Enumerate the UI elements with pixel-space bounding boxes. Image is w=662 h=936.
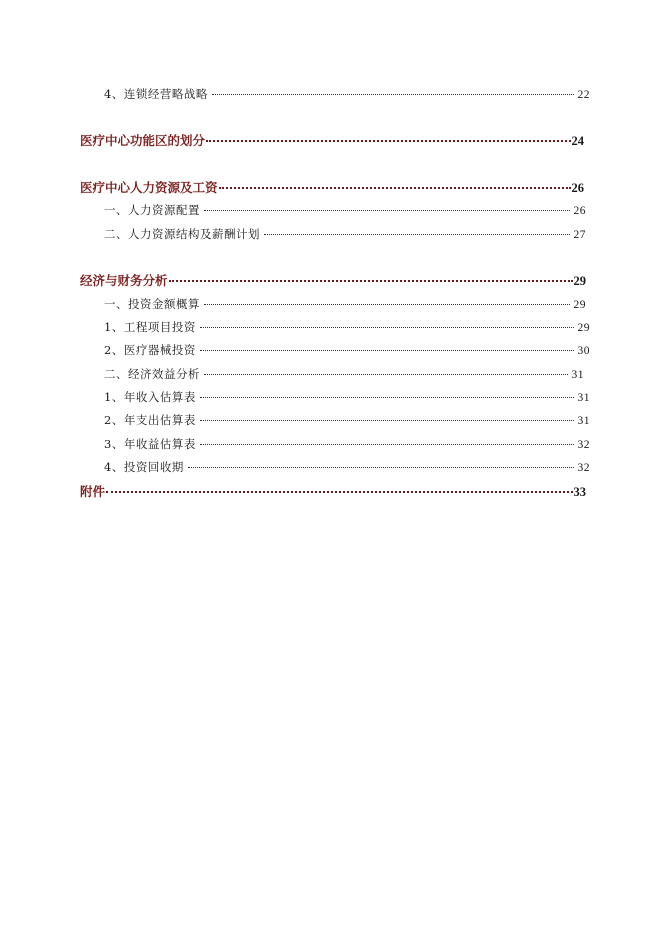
toc-entry-label: 经济与财务分析 xyxy=(80,273,168,288)
toc-entry-label: 医疗中心功能区的划分 xyxy=(80,133,206,148)
toc-entry[interactable] xyxy=(104,86,590,102)
toc-entry[interactable] xyxy=(104,459,590,475)
toc-page-number: 30 xyxy=(577,345,590,357)
toc-page-number: 24 xyxy=(571,134,584,148)
toc-page-number: 32 xyxy=(577,439,590,451)
toc-entry-label: 1、工程项目投资 xyxy=(104,320,196,334)
toc-leader xyxy=(169,279,573,282)
toc-page-number: 31 xyxy=(577,392,590,404)
toc-entry[interactable] xyxy=(104,319,590,335)
toc-leader xyxy=(204,373,568,375)
toc-entry-label: 二、人力资源结构及薪酬计划 xyxy=(104,227,260,241)
toc-entry[interactable] xyxy=(104,226,586,242)
toc-entry[interactable] xyxy=(104,366,584,382)
toc-entry-label: 1、年收入估算表 xyxy=(104,390,196,404)
toc-page-number: 22 xyxy=(577,89,590,101)
toc-entry-label: 一、投资金额概算 xyxy=(104,297,200,311)
toc-entry-major[interactable] xyxy=(80,271,586,289)
toc-leader xyxy=(200,396,574,398)
toc-entry[interactable] xyxy=(104,202,586,218)
toc-leader xyxy=(264,233,570,235)
toc-page-number: 32 xyxy=(577,462,590,474)
toc-leader xyxy=(219,186,571,189)
toc-entry-label: 3、年收益估算表 xyxy=(104,437,196,451)
toc-leader xyxy=(206,139,570,142)
toc-entry[interactable] xyxy=(104,412,590,428)
toc-page-number: 33 xyxy=(573,485,586,499)
toc-entry-major[interactable] xyxy=(80,482,586,500)
toc-page-number: 26 xyxy=(573,205,586,217)
toc-entry-label: 2、医疗器械投资 xyxy=(104,343,196,357)
toc-leader xyxy=(200,419,574,421)
toc-entry[interactable] xyxy=(104,436,590,452)
toc-entry-label: 4、投资回收期 xyxy=(104,460,184,474)
toc-leader xyxy=(204,303,570,305)
toc-page-number: 29 xyxy=(577,322,590,334)
toc-leader xyxy=(200,443,574,445)
toc-leader xyxy=(106,490,572,493)
toc-entry-major[interactable] xyxy=(80,131,584,149)
toc-leader xyxy=(204,209,570,211)
toc-entry-label: 4、连锁经营略战略 xyxy=(104,87,208,101)
toc-entry-major[interactable] xyxy=(80,178,584,196)
toc-page-number: 31 xyxy=(577,415,590,427)
toc-entry[interactable] xyxy=(104,389,590,405)
toc-entry[interactable] xyxy=(104,342,590,358)
toc-entry-label: 医疗中心人力资源及工资 xyxy=(80,180,218,195)
toc-leader xyxy=(212,93,574,95)
toc-entry-label: 一、人力资源配置 xyxy=(104,203,200,217)
toc-page-number: 31 xyxy=(571,369,584,381)
toc-page-number: 26 xyxy=(571,181,584,195)
toc-page-number: 29 xyxy=(573,274,586,288)
toc-entry[interactable] xyxy=(104,296,586,312)
toc-page-number: 27 xyxy=(573,229,586,241)
toc-entry-label: 附件 xyxy=(80,484,106,499)
toc-entry-label: 二、经济效益分析 xyxy=(104,367,200,381)
toc-leader xyxy=(200,349,574,351)
toc-page-number: 29 xyxy=(573,299,586,311)
toc-entry-label: 2、年支出估算表 xyxy=(104,413,196,427)
toc-leader xyxy=(188,466,574,468)
toc-leader xyxy=(200,326,574,328)
